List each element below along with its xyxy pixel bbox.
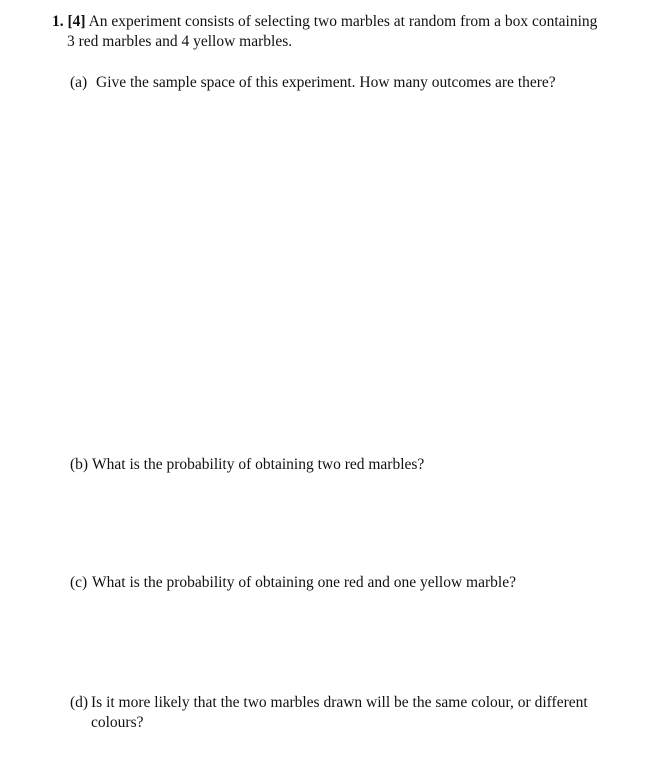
part-c-label: (c) xyxy=(70,574,88,591)
part-a xyxy=(70,73,630,93)
question-text-line2: 3 red marbles and 4 yellow marbles. xyxy=(67,33,293,50)
part-c-text: What is the probability of obtaining one red and one yellow marble? xyxy=(92,574,516,591)
part-a-text: Give the sample space of this experiment. How many outcomes are there? xyxy=(96,74,556,91)
part-d xyxy=(70,693,630,733)
part-a-label: (a) xyxy=(70,74,88,91)
part-c xyxy=(70,573,630,593)
part-d-text xyxy=(91,693,630,733)
question-marks: [4] xyxy=(67,13,86,30)
question-text-line1: An experiment consists of selecting two marbles at random from a box containing xyxy=(88,13,598,30)
question-1 xyxy=(52,12,632,52)
part-d-label: (d) xyxy=(70,694,89,711)
question-number: 1. xyxy=(52,13,64,30)
part-d-text-line1: Is it more likely that the two marbles drawn will be the same colour, or different xyxy=(91,694,588,711)
question-first-line xyxy=(52,12,632,32)
part-b-label: (b) xyxy=(70,456,89,473)
part-b xyxy=(70,455,630,475)
part-b-text: What is the probability of obtaining two red marbles? xyxy=(92,456,425,473)
part-d-text-line2: colours? xyxy=(91,714,144,731)
